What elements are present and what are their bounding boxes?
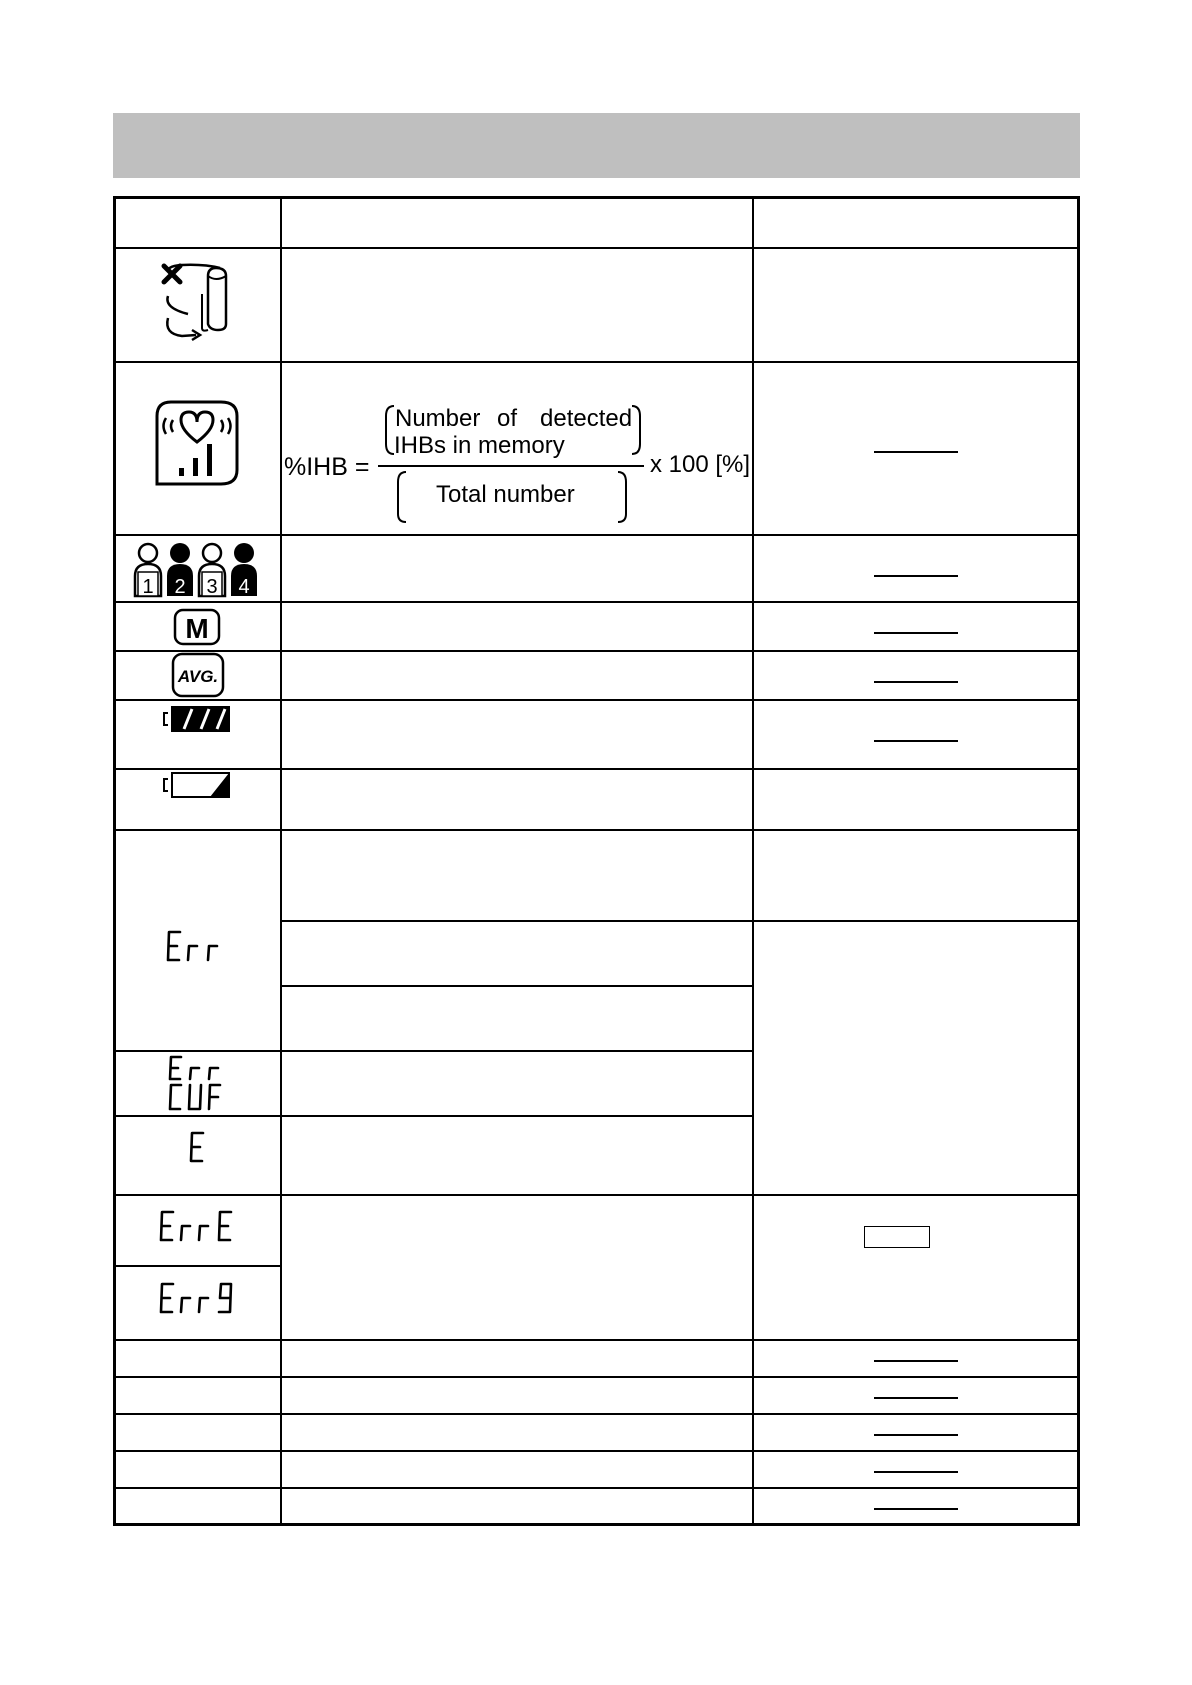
lcd-error-err — [166, 929, 230, 963]
formula-denominator: Total number — [436, 481, 575, 508]
blank-line — [874, 1471, 958, 1473]
battery-low-icon — [162, 771, 232, 799]
user-3-icon — [199, 544, 225, 598]
blank-line — [874, 632, 958, 634]
table-row-divider — [113, 699, 1080, 701]
table-row-divider — [113, 361, 1080, 363]
blank-line — [874, 575, 958, 577]
svg-text:AVG.: AVG. — [177, 667, 219, 686]
svg-text:2: 2 — [174, 576, 186, 598]
blank-line — [874, 1397, 958, 1399]
blank-line — [874, 681, 958, 683]
table-row-divider — [113, 1487, 1080, 1489]
lcd-error-erre — [159, 1209, 239, 1243]
table-row-divider — [113, 1115, 753, 1117]
table-column-divider — [280, 196, 282, 1526]
table-row-divider — [113, 1413, 1080, 1415]
lcd-error-err-cuf — [168, 1054, 230, 1112]
user-2-icon — [167, 543, 193, 598]
user-1-icon — [135, 544, 161, 598]
formula-numerator-word: detected — [540, 405, 633, 432]
formula-lhs: %IHB = — [284, 453, 370, 481]
table-row-divider — [113, 650, 1080, 652]
lcd-error-e — [188, 1130, 208, 1164]
svg-text:1: 1 — [142, 576, 154, 598]
user-4-icon — [231, 543, 257, 598]
table-row-divider — [113, 601, 1080, 603]
symbol-table — [113, 196, 1080, 1526]
lcd-error-err9 — [159, 1281, 239, 1315]
user-select-icons — [132, 542, 264, 598]
svg-text:M: M — [185, 613, 209, 644]
table-row-divider — [113, 1265, 281, 1267]
blank-line — [874, 740, 958, 742]
blank-line — [874, 1434, 958, 1436]
cuff-wrap-error-icon — [160, 262, 240, 346]
blank-line — [874, 451, 958, 453]
svg-text:3: 3 — [206, 576, 218, 598]
formula-numerator-word: of — [497, 405, 518, 432]
table-row-divider — [281, 920, 1080, 922]
table-row-divider — [113, 1376, 1080, 1378]
blank-box — [864, 1226, 930, 1248]
battery-full-icon — [162, 705, 232, 733]
average-icon — [171, 652, 225, 698]
table-row-divider — [113, 768, 1080, 770]
table-row-divider — [281, 985, 753, 987]
section-header-band — [113, 113, 1080, 178]
blank-line — [874, 1360, 958, 1362]
svg-text:4: 4 — [238, 576, 250, 598]
table-row-divider — [113, 1450, 1080, 1452]
blank-line — [874, 1508, 958, 1510]
table-row-divider — [113, 247, 1080, 249]
formula-multiplier: x 100 [%] — [650, 451, 751, 478]
table-row-divider — [113, 1050, 753, 1052]
table-row-divider — [113, 1194, 1080, 1196]
irregular-heartbeat-icon — [153, 398, 243, 490]
table-row-divider — [113, 534, 1080, 536]
memory-icon — [173, 608, 221, 646]
table-column-divider — [752, 196, 754, 1526]
table-row-divider — [113, 829, 1080, 831]
table-row-divider — [113, 1339, 1080, 1341]
formula-numerator-word: Number — [395, 405, 481, 432]
ihb-formula — [282, 398, 752, 528]
formula-numerator-line2: IHBs in memory — [394, 432, 565, 459]
